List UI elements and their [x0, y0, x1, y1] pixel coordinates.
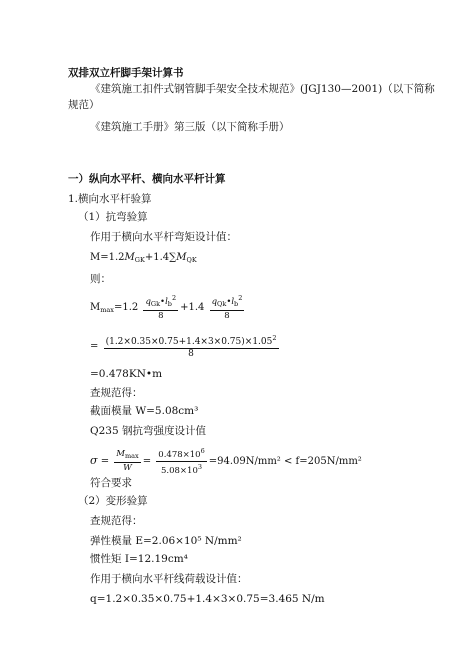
- moment-result: =0.478KN•m: [90, 368, 163, 380]
- load-intro: 作用于横向水平杆线荷载设计值：: [90, 573, 248, 585]
- fraction-dead-load: $\frac{q_{Gk}•l_b^2}{8}$: [145, 294, 177, 321]
- section-heading: 一）纵向水平杆、横向水平杆计算: [68, 173, 226, 185]
- subsection-heading: 1.横向水平杆验算: [68, 193, 152, 205]
- reference-handbook: 《建筑施工手册》第三版（以下简称手册）: [90, 121, 290, 133]
- fraction-stress-values: $\frac{0.478\times 10^6}{5.08\times 10^3}$: [158, 447, 205, 476]
- meets-requirement: 符合要求: [90, 477, 132, 489]
- then-label: 则：: [90, 273, 111, 285]
- check-spec-label-2: 查规范得：: [90, 515, 143, 527]
- section-modulus: 截面模量 W=5.08cm³: [90, 405, 199, 417]
- step-deformation: （2）变形验算: [78, 495, 148, 507]
- elastic-modulus: 弹性模量 E=2.06×10⁵ N/mm²: [90, 535, 242, 547]
- formula-stress: σ = $\frac{M_{max}}{W}$ = $\frac{0.478\times 10^6}{5.08\times 10^3}$ =94.09N/mm² < f=205N/mm²: [90, 447, 362, 476]
- moment-of-inertia: 惯性矩 I=12.19cm⁴: [90, 553, 188, 565]
- step-bending: （1）抗弯验算: [78, 211, 148, 223]
- reference-spec: 《建筑施工扣件式钢管脚手架安全技术规范》(JGJ130—2001)（以下简称: [90, 83, 435, 95]
- moment-intro: 作用于横向水平杆弯矩设计值：: [90, 231, 237, 243]
- reference-spec-cont: 规范）: [68, 99, 100, 111]
- fraction-mmax-w: $\frac{M_{max}}{W}$: [116, 449, 139, 473]
- formula-mmax: $M_{max}=1.2$ $\frac{q_{Gk}•l_b^2}{8}$ +1.4 $\frac{q_{Qk}•l_b^2}{8}$: [90, 294, 243, 321]
- check-spec-label: 查规范得：: [90, 387, 143, 399]
- formula-moment: $M=1.2M_{GK}+1.4\sum M_{QK}$: [90, 252, 197, 264]
- doc-title: 双排双立杆脚手架计算书: [68, 67, 184, 79]
- line-load-formula: q=1.2×0.35×0.75+1.4×3×0.75=3.465 N/m: [90, 593, 325, 605]
- fraction-live-load: $\frac{q_{Qk}•l_b^2}{8}$: [211, 294, 243, 321]
- steel-strength: Q235 钢抗弯强度设计值: [90, 425, 206, 437]
- formula-substitution: = $\frac{(1.2\times 0.35\times 0.75+1.4\times 3\times 0.75)\times 1.05^2}{8}$: [90, 334, 277, 359]
- fraction-substitution: $\frac{(1.2\times 0.35\times 0.75+1.4\times 3\times 0.75)\times 1.05^2}{8}$: [105, 334, 277, 359]
